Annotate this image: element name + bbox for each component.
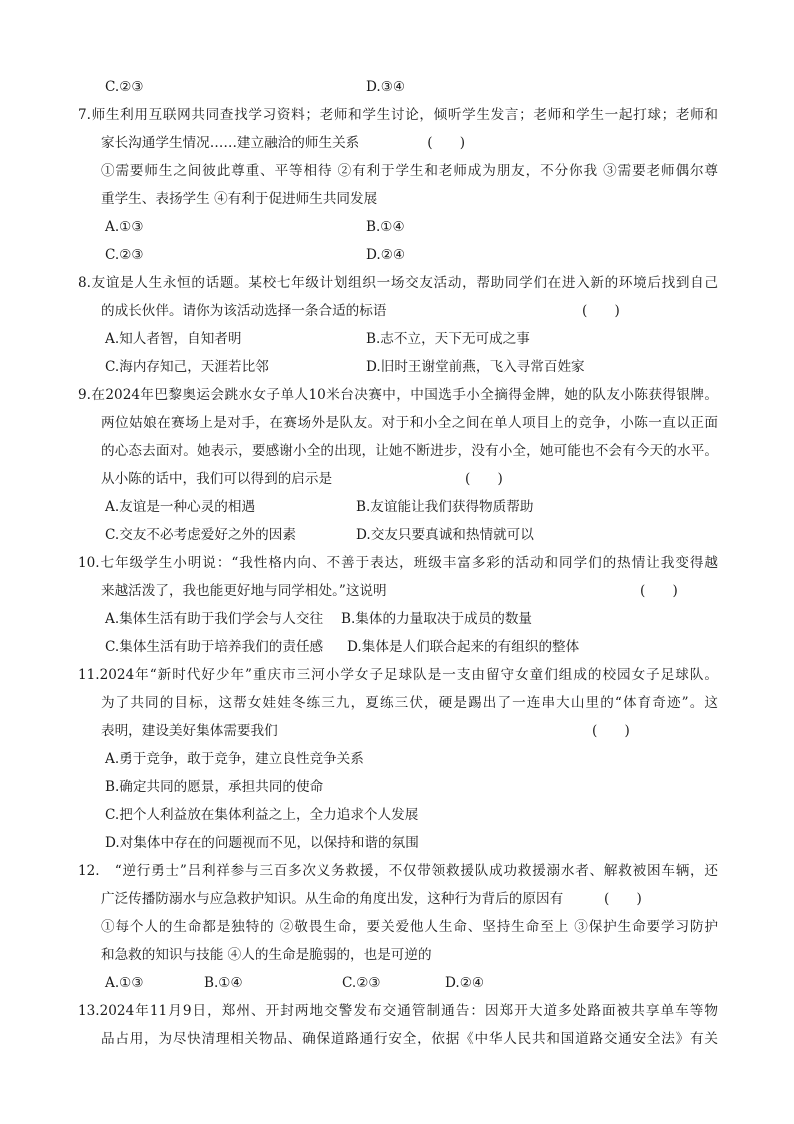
q13-stem-line-2: 品占用，为尽快清理相关物品、确保道路通行安全，依据《中华人民共和国道路交通安全法》有关 [101,1031,718,1047]
q9-stem-line-4: 从小陈的话中，我们可以得到的启示是 [101,471,333,487]
q9-option-a: A.友谊是一种心灵的相遇 [105,499,256,515]
q8-option-b: B.志不立，天下无可成之事 [366,331,530,347]
q12-option-c: C.②③ [342,975,381,991]
q10-stem-line-2: 来越活泼了，我也能更好地与同学相处。”这说明 [101,583,387,599]
q11-option-c: C.把个人利益放在集体利益之上，全力追求个人发展 [105,807,419,823]
q7-statements-line-1: ①需要师生之间彼此尊重、平等相待 ②有利于学生和老师成为朋友，不分你我 ③需要老师偶尔尊 [101,163,718,179]
q10-option-b: B.集体的力量取决于成员的数量 [341,611,533,627]
prev-option-d: D.③④ [366,79,406,95]
q8-stem-line-1: 8.友谊是人生永恒的话题。某校七年级计划组织一场交友活动，帮助同学们在进入新的环境后找到自己 [78,275,718,291]
q12-answer-paren: ( ) [604,891,642,907]
q12-option-a: A.①③ [105,975,144,991]
q11-option-b: B.确定共同的愿景，承担共同的使命 [105,779,324,795]
q10-option-a: A.集体生活有助于我们学会与人交往 [105,611,324,627]
q8-option-c: C.海内存知己，天涯若比邻 [105,359,269,375]
q10-stem-line-1: 10.七年级学生小明说：“我性格内向、不善于表达，班级丰富多彩的活动和同学们的热情让我变得越 [78,555,718,571]
prev-option-c: C.②③ [105,79,144,95]
q8-option-d: D.旧时王谢堂前燕，飞入寻常百姓家 [366,359,585,375]
q9-option-c: C.交友不必考虑爱好之外的因素 [105,527,296,543]
q9-stem-line-3: 的心态去面对。她表示，要感谢小全的出现，让她不断进步，没有小全，她可能也不会有今天的水平。 [101,443,718,459]
q7-option-b: B.①④ [366,219,405,235]
q9-option-b: B.友谊能让我们获得物质帮助 [356,499,534,515]
q11-option-d: D.对集体中存在的问题视而不见，以保持和谐的氛围 [105,835,419,851]
q7-option-d: D.②④ [366,247,406,263]
q11-stem-line-2: 为了共同的目标，这帮女娃娃冬练三九，夏练三伏，硬是踢出了一连串大山里的“体育奇迹”。这 [101,695,718,711]
q12-statements-line-1: ①每个人的生命都是独特的 ②敬畏生命，要关爱他人生命、坚持生命至上 ③保护生命要学习防护 [101,919,718,935]
q7-statements-line-2: 重学生、表扬学生 ④有利于促进师生共同发展 [101,191,378,207]
q8-stem-line-2: 的成长伙伴。请你为该活动选择一条合适的标语 [101,303,387,319]
q8-answer-paren: ( ) [582,303,620,319]
q10-answer-paren: ( ) [640,583,678,599]
q10-option-c: C.集体生活有助于培养我们的责任感 [105,639,324,655]
q9-option-d: D.交友只要真诚和热情就可以 [356,527,534,543]
q12-stem-line-2: 广泛传播防溺水与应急救护知识。从生命的角度出发，这种行为背后的原因有 [101,891,564,907]
q9-stem-line-2: 两位姑娘在赛场上是对手，在赛场外是队友。对于和小全之间在单人项目上的竞争，小陈一直以正面 [101,415,718,431]
q7-stem-line-2: 家长沟通学生情况……建立融洽的师生关系 ( ) [101,135,466,151]
q12-option-b: B.①④ [204,975,243,991]
q12-option-d: D.②④ [445,975,485,991]
q10-option-d: D.集体是人们联合起来的有组织的整体 [347,639,580,655]
q7-option-a: A.①③ [105,219,144,235]
q7-stem-line-1: 7.师生利用互联网共同查找学习资料；老师和学生讨论，倾听学生发言；老师和学生一起打球；老师和 [78,107,718,123]
q11-option-a: A.勇于竞争，敢于竞争，建立良性竞争关系 [105,751,364,767]
q12-statements-line-2: 和急救的知识与技能 ④人的生命是脆弱的，也是可逆的 [101,947,432,963]
q7-option-c: C.②③ [105,247,144,263]
q8-option-a: A.知人者智，自知者明 [105,331,242,347]
q9-answer-paren: ( ) [465,471,503,487]
q9-stem-line-1: 9.在2024年巴黎奥运会跳水女子单人10米台决赛中，中国选手小全摘得金牌，她的队友小陈获得银牌。 [78,387,718,403]
q11-stem-line-1: 11.2024年“新时代好少年”重庆市三河小学女子足球队是一支由留守女童们组成的校园女子足球队。 [78,667,718,683]
q11-answer-paren: ( ) [592,723,630,739]
q12-stem-line-1: 12. “逆行勇士”吕利祥参与三百多次义务救援，不仅带领救援队成功救援溺水者、解救被困车辆，还 [78,863,718,879]
q13-stem-line-1: 13.2024年11月9日，郑州、开封两地交警发布交通管制通告：因郑开大道多处路面被共享单车等物 [78,1003,718,1019]
q11-stem-line-3: 表明，建设美好集体需要我们 [101,723,278,739]
